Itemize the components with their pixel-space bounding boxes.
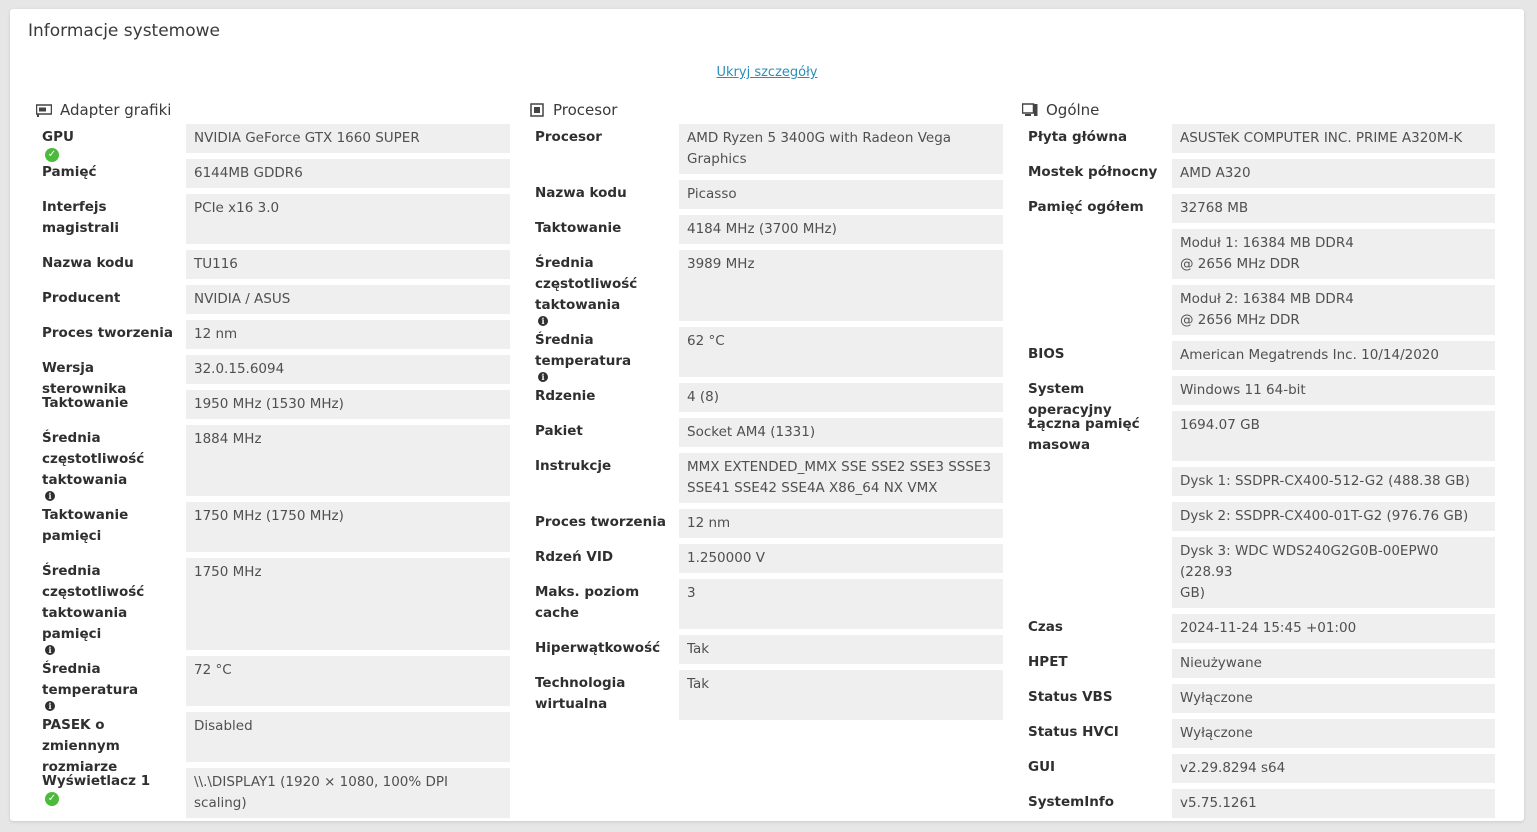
cpu-row-label [524, 327, 679, 382]
label-line: Status HVCI [1028, 724, 1119, 740]
value-line: GB) [1180, 585, 1205, 601]
gpu-row-label [31, 768, 186, 804]
value-line: v2.29.8294 s64 [1180, 760, 1286, 776]
label-line: Technologia [535, 675, 626, 691]
label-line-wrap [42, 624, 180, 655]
value-line: 3989 MHz [687, 256, 755, 272]
gpu-info-row [31, 320, 510, 349]
value-line: \\.\DISPLAY1 (1920 × 1080, 100% DPI scaling) [194, 774, 449, 811]
gpu-row-value [186, 425, 510, 496]
value-line: 3 [687, 585, 696, 601]
cpu-row-label [524, 124, 679, 174]
label-line-wrap [42, 771, 180, 806]
label-line: Taktowanie [535, 220, 622, 236]
gpu-section-title: Adapter grafiki [60, 101, 172, 119]
gpu-row-label [31, 159, 186, 188]
cpu-row-value [679, 180, 1003, 209]
value-line: PCIe x16 3.0 [194, 200, 280, 216]
value-line: @ 2656 MHz DDR [1180, 312, 1300, 328]
label-line: częstotliwość [42, 451, 145, 467]
graphics-card-icon [36, 103, 52, 117]
gpu-row-value [186, 285, 510, 314]
general-info-row [1017, 684, 1495, 713]
cpu-info-row [524, 418, 1003, 447]
general-info-row [1017, 194, 1495, 223]
value-line: 6144MB GDDR6 [194, 165, 303, 181]
gpu-row-label [31, 194, 186, 244]
value-line: v5.75.1261 [1180, 795, 1257, 811]
label-line-wrap [42, 470, 180, 501]
value-line: 32768 MB [1180, 200, 1249, 216]
value-line: Moduł 2: 16384 MB DDR4 [1180, 291, 1354, 307]
label-line-wrap [42, 680, 180, 711]
label-line: Wyświetlacz 1 [42, 773, 151, 789]
general-row-value [1172, 194, 1495, 223]
general-info-row [1017, 124, 1495, 153]
general-info-row [1017, 719, 1495, 748]
cpu-info-row [524, 327, 1003, 382]
general-row-value [1172, 285, 1495, 335]
general-info-row [1017, 411, 1495, 461]
value-line: Moduł 1: 16384 MB DDR4 [1180, 235, 1354, 251]
value-line: 1.250000 V [687, 550, 765, 566]
general-row-value [1172, 684, 1495, 713]
processor-icon [529, 103, 545, 117]
label-line: HPET [1028, 654, 1068, 670]
label-line: temperatura [535, 353, 632, 369]
label-line: Łączna pamięć [1028, 416, 1140, 432]
general-info-row [1017, 502, 1495, 531]
gpu-row-label [31, 502, 186, 552]
label-line: Średnia [535, 255, 594, 271]
general-info-row [1017, 229, 1495, 279]
cpu-info-row [524, 124, 1003, 174]
label-line: Taktowanie [42, 395, 129, 411]
cpu-row-label [524, 453, 679, 503]
cpu-info-row [524, 635, 1003, 664]
cpu-row-label [524, 383, 679, 412]
info-icon[interactable]: i [538, 372, 548, 382]
gpu-info-row [31, 159, 510, 188]
gpu-row-value [186, 502, 510, 552]
general-row-value [1172, 411, 1495, 461]
cpu-row-label [524, 579, 679, 629]
gpu-info-row [31, 558, 510, 655]
info-icon[interactable]: i [45, 701, 55, 711]
gpu-row-label [31, 425, 186, 501]
value-line: 32.0.15.6094 [194, 361, 285, 377]
label-line: Taktowanie [42, 507, 129, 523]
general-info-row [1017, 467, 1495, 496]
label-line: GUI [1028, 759, 1056, 775]
value-line: Wyłączone [1180, 690, 1253, 706]
general-row-value [1172, 719, 1495, 748]
label-line: pamięci [42, 626, 102, 642]
label-line: Interfejs [42, 199, 107, 215]
cpu-info-row [524, 544, 1003, 573]
cpu-row-value [679, 250, 1003, 321]
general-row-label [1017, 124, 1172, 153]
label-line: Średnia [42, 430, 101, 446]
label-line-wrap [42, 127, 180, 162]
general-row-label [1017, 341, 1172, 370]
label-line: Status VBS [1028, 689, 1113, 705]
info-icon[interactable]: i [45, 645, 55, 655]
label-line: magistrali [42, 220, 119, 236]
cpu-row-value [679, 215, 1003, 244]
label-line: cache [535, 605, 579, 621]
cpu-info-row [524, 453, 1003, 503]
label-line: Procesor [535, 129, 602, 145]
general-row-label [1017, 411, 1172, 461]
cpu-rows [524, 124, 1003, 720]
general-info-row [1017, 376, 1495, 418]
computer-icon [1022, 103, 1038, 117]
general-section-title: Ogólne [1046, 101, 1100, 119]
general-row-label [1017, 194, 1172, 223]
general-info-row [1017, 789, 1495, 818]
value-line: Windows 11 64-bit [1180, 382, 1306, 398]
cpu-row-value [679, 453, 1003, 503]
cpu-section-header [529, 99, 1003, 121]
label-line-wrap [535, 351, 673, 382]
general-row-value [1172, 614, 1495, 643]
label-line: taktowania [535, 297, 621, 313]
label-line: Rdzenie [535, 388, 596, 404]
label-line: Płyta główna [1028, 129, 1128, 145]
checkmark-icon: ✓ [45, 148, 59, 162]
cpu-section [524, 99, 1003, 726]
value-line: Tak [687, 641, 710, 657]
value-line: 1884 MHz [194, 431, 262, 447]
gpu-row-label [31, 558, 186, 655]
cpu-row-value [679, 670, 1003, 720]
value-line: ASUSTeK COMPUTER INC. PRIME A320M-K [1180, 130, 1463, 146]
value-line: 1750 MHz [194, 564, 262, 580]
gpu-row-value [186, 712, 510, 762]
value-line: NVIDIA GeForce GTX 1660 SUPER [194, 130, 420, 146]
checkmark-icon: ✓ [45, 792, 59, 806]
label-line: Średnia [42, 563, 101, 579]
system-info-panel [10, 9, 1524, 821]
cpu-row-value [679, 509, 1003, 538]
general-row-label [1017, 285, 1172, 335]
gpu-row-label [31, 124, 186, 160]
gpu-info-row [31, 250, 510, 279]
value-line: Dysk 3: WDC WDS240G2G0B-00EPW0 (228.93 [1180, 543, 1439, 580]
gpu-info-row [31, 194, 510, 244]
cpu-row-value [679, 383, 1003, 412]
label-line: Proces tworzenia [42, 325, 173, 341]
gpu-info-row [31, 768, 510, 818]
value-line: 1694.07 GB [1180, 417, 1260, 433]
gpu-section [31, 99, 510, 824]
gpu-row-label [31, 250, 186, 279]
cpu-row-value [679, 124, 1003, 174]
label-line: wirtualna [535, 696, 608, 712]
label-line: BIOS [1028, 346, 1065, 362]
gpu-info-row [31, 502, 510, 552]
value-line: Disabled [194, 718, 253, 734]
cpu-section-title: Procesor [553, 101, 618, 119]
general-row-label [1017, 754, 1172, 783]
cpu-info-row [524, 579, 1003, 629]
value-line: 1950 MHz (1530 MHz) [194, 396, 344, 412]
general-section-header [1022, 99, 1495, 121]
cpu-row-value [679, 327, 1003, 377]
label-line: częstotliwość [535, 276, 638, 292]
value-line: @ 2656 MHz DDR [1180, 256, 1300, 272]
value-line: 4 (8) [687, 389, 720, 405]
gpu-info-row [31, 656, 510, 711]
gpu-row-value [186, 768, 510, 818]
general-row-label [1017, 649, 1172, 678]
value-line: American Megatrends Inc. 10/14/2020 [1180, 347, 1439, 363]
value-line: Socket AM4 (1331) [687, 424, 816, 440]
value-line: AMD Ryzen 5 3400G with Radeon Vega [687, 130, 952, 146]
label-line: taktowania [42, 472, 128, 488]
general-row-value [1172, 649, 1495, 678]
general-info-row [1017, 754, 1495, 783]
gpu-row-value [186, 159, 510, 188]
general-row-value [1172, 467, 1495, 496]
label-line: Średnia [42, 661, 101, 677]
gpu-row-value [186, 390, 510, 419]
gpu-info-row [31, 425, 510, 501]
label-line: Instrukcje [535, 458, 612, 474]
general-row-label [1017, 614, 1172, 643]
gpu-row-value [186, 250, 510, 279]
value-line: 12 nm [194, 326, 238, 342]
value-line: NVIDIA / ASUS [194, 291, 291, 307]
gpu-row-value [186, 355, 510, 384]
general-info-row [1017, 285, 1495, 335]
cpu-row-label [524, 544, 679, 573]
value-line: 1750 MHz (1750 MHz) [194, 508, 344, 524]
cpu-row-value [679, 544, 1003, 573]
label-line: PASEK o zmiennym [42, 717, 120, 754]
gpu-row-label [31, 656, 186, 711]
general-row-value [1172, 537, 1495, 608]
label-line: Czas [1028, 619, 1063, 635]
cpu-info-row [524, 250, 1003, 326]
gpu-info-row [31, 285, 510, 314]
value-line: Tak [687, 676, 710, 692]
gpu-info-row [31, 355, 510, 397]
value-line: 72 °C [194, 662, 232, 678]
gpu-row-value [186, 124, 510, 153]
gpu-info-row [31, 712, 510, 775]
general-row-label [1017, 467, 1172, 496]
cpu-row-value [679, 635, 1003, 664]
label-line: Nazwa kodu [42, 255, 134, 271]
value-line: Wyłączone [1180, 725, 1253, 741]
label-line: masowa [1028, 437, 1091, 453]
cpu-info-row [524, 383, 1003, 412]
cpu-row-label [524, 509, 679, 538]
general-row-value [1172, 341, 1495, 370]
cpu-row-label [524, 180, 679, 209]
gpu-row-label [31, 320, 186, 349]
value-line: AMD A320 [1180, 165, 1251, 181]
cpu-info-row [524, 215, 1003, 244]
label-line-wrap [535, 295, 673, 326]
general-info-row [1017, 649, 1495, 678]
general-row-value [1172, 159, 1495, 188]
label-line: pamięci [42, 528, 102, 544]
cpu-info-row [524, 180, 1003, 209]
general-row-label [1017, 719, 1172, 748]
label-line: Maks. poziom [535, 584, 640, 600]
gpu-row-label [31, 355, 186, 397]
label-line: Hiperwątkowość [535, 640, 661, 656]
label-line: Pamięć [42, 164, 97, 180]
label-line: Pamięć ogółem [1028, 199, 1144, 215]
label-line: Mostek północny [1028, 164, 1158, 180]
label-line: rozmiarze [42, 759, 118, 775]
general-row-value [1172, 789, 1495, 818]
gpu-row-value [186, 194, 510, 244]
value-line: Graphics [687, 151, 747, 167]
cpu-row-label [524, 215, 679, 244]
label-line: Rdzeń VID [535, 549, 614, 565]
gpu-row-label [31, 390, 186, 419]
gpu-section-header [36, 99, 510, 121]
cpu-row-value [679, 418, 1003, 447]
label-line: Średnia [535, 332, 594, 348]
label-line: taktowania [42, 605, 128, 621]
gpu-row-value [186, 558, 510, 650]
general-row-value [1172, 754, 1495, 783]
general-row-label [1017, 229, 1172, 279]
general-row-value [1172, 376, 1495, 405]
general-info-row [1017, 341, 1495, 370]
label-line: GPU [42, 129, 74, 145]
label-line: System operacyjny [1028, 381, 1112, 418]
cpu-info-row [524, 509, 1003, 538]
label-line: Wersja sterownika [42, 360, 127, 397]
label-line: temperatura [42, 682, 139, 698]
label-line: SystemInfo [1028, 794, 1115, 810]
gpu-row-label [31, 712, 186, 775]
toggle-details-container [10, 65, 1524, 80]
general-info-row [1017, 614, 1495, 643]
cpu-row-label [524, 670, 679, 720]
general-section [1017, 99, 1495, 824]
gpu-rows [31, 124, 510, 818]
general-row-value [1172, 124, 1495, 153]
gpu-row-value [186, 320, 510, 349]
value-line: MMX EXTENDED_MMX SSE SSE2 SSE3 SSSE3 [687, 459, 992, 475]
value-line: Dysk 2: SSDPR-CX400-01T-G2 (976.76 GB) [1180, 508, 1469, 524]
cpu-info-row [524, 670, 1003, 720]
gpu-info-row [31, 390, 510, 419]
general-rows [1017, 124, 1495, 818]
cpu-row-value [679, 579, 1003, 629]
value-line: 2024-11-24 15:45 +01:00 [1180, 620, 1357, 636]
value-line: SSE41 SSE42 SSE4A X86_64 NX VMX [687, 480, 938, 496]
general-row-label [1017, 789, 1172, 818]
panel-title: Informacje systemowe [28, 21, 220, 41]
label-line: Pakiet [535, 423, 583, 439]
general-info-row [1017, 537, 1495, 608]
general-info-row [1017, 159, 1495, 188]
general-row-value [1172, 229, 1495, 279]
general-row-value [1172, 502, 1495, 531]
value-line: 4184 MHz (3700 MHz) [687, 221, 837, 237]
label-line: Proces tworzenia [535, 514, 666, 530]
value-line: 12 nm [687, 515, 731, 531]
gpu-row-label [31, 285, 186, 314]
cpu-row-label [524, 635, 679, 664]
gpu-row-value [186, 656, 510, 706]
label-line: częstotliwość [42, 584, 145, 600]
value-line: TU116 [194, 256, 238, 272]
value-line: Picasso [687, 186, 737, 202]
value-line: Nieużywane [1180, 655, 1262, 671]
info-icon[interactable]: i [45, 491, 55, 501]
gpu-info-row [31, 124, 510, 160]
general-row-label [1017, 537, 1172, 587]
general-row-label [1017, 684, 1172, 713]
value-line: 62 °C [687, 333, 725, 349]
label-line: Nazwa kodu [535, 185, 627, 201]
info-icon[interactable]: i [538, 316, 548, 326]
cpu-row-label [524, 250, 679, 326]
general-row-label [1017, 159, 1172, 188]
general-row-label [1017, 376, 1172, 418]
value-line: Dysk 1: SSDPR-CX400-512-G2 (488.38 GB) [1180, 473, 1470, 489]
cpu-row-label [524, 418, 679, 447]
hide-details-link[interactable]: Ukryj szczegóły [716, 65, 818, 80]
label-line: Producent [42, 290, 121, 306]
general-row-label [1017, 502, 1172, 531]
